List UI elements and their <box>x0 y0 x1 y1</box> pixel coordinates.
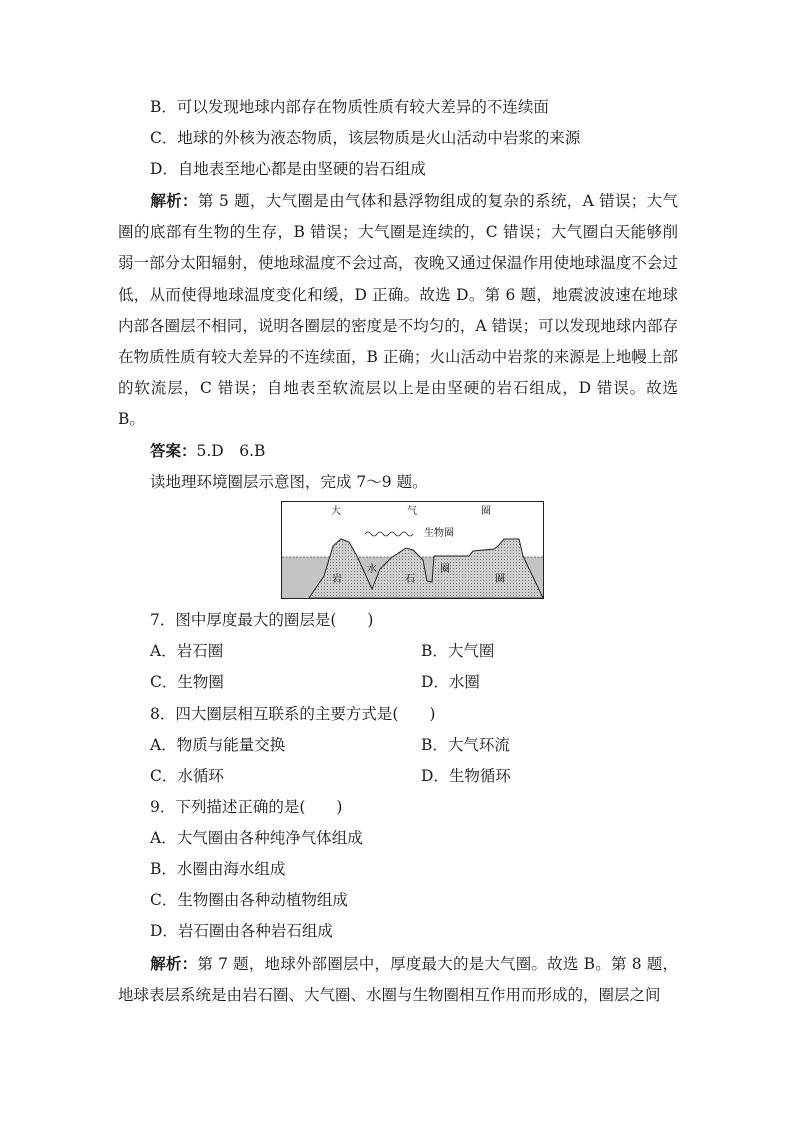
lithosphere-char-1: 岩 <box>332 574 342 585</box>
analysis-label: 解析： <box>150 191 198 210</box>
geosphere-diagram <box>281 501 544 599</box>
q8-option-a: A．物质与能量交换 <box>150 736 286 754</box>
figure-intro: 读地理环境圈层示意图，完成 7～9 题。 <box>150 473 428 491</box>
answer-text: 5.D 6.B <box>196 442 266 460</box>
q8-option-b: B．大气环流 <box>421 736 510 754</box>
q8-option-c: C．水循环 <box>150 767 224 785</box>
answer-label: 答案： <box>150 441 197 460</box>
q7-option-c: C．生物圈 <box>150 673 224 691</box>
q9-option-c: C．生物圈由各种动植物组成 <box>150 891 348 909</box>
q7-option-a: A．岩石圈 <box>150 642 224 660</box>
atmosphere-char-1: 大 <box>331 506 341 517</box>
analysis-paragraph-1 <box>118 185 678 436</box>
analysis-label-2: 解析： <box>150 954 198 973</box>
q7-option-b: B．大气圈 <box>421 642 495 660</box>
q6-option-c: C．地球的外核为液态物质，该层物质是火山活动中岩浆的来源 <box>150 129 581 147</box>
q9-option-a: A．大气圈由各种纯净气体组成 <box>150 829 363 847</box>
q8-stem: 8．四大圈层相互联系的主要方式是( ) <box>150 705 436 723</box>
lithosphere-char-4: 圈 <box>495 574 505 585</box>
q6-option-d: D．自地表至地心都是由坚硬的岩石组成 <box>150 160 426 178</box>
analysis-text-2: 第 7 题，地球外部圈层中，厚度最大的是大气圈。故选 B。第 8 题，地球表层系统是由岩石圈、大气圈、水圈与生物圈相互作用而形成的，圈层之间 <box>118 955 678 1005</box>
lithosphere-char-3: 圈 <box>440 564 450 575</box>
q8-option-d: D．生物循环 <box>421 767 511 785</box>
q7-stem: 7．图中厚度最大的圈层是( ) <box>150 611 374 629</box>
q9-option-b: B．水圈由海水组成 <box>150 860 286 878</box>
lithosphere-char-2: 石 <box>405 574 415 585</box>
q9-stem: 9．下列描述正确的是( ) <box>150 798 343 816</box>
atmosphere-char-3: 圈 <box>481 506 491 517</box>
answer-line <box>150 441 265 461</box>
biosphere-label: 生物圈 <box>424 528 454 539</box>
q7-option-d: D．水圈 <box>421 673 480 691</box>
analysis-paragraph-2 <box>118 948 678 1011</box>
q9-option-d: D．岩石圈由各种岩石组成 <box>150 922 333 940</box>
q6-option-b: B．可以发现地球内部存在物质性质有较大差异的不连续面 <box>150 98 549 116</box>
hydrosphere-char: 水 <box>367 564 377 575</box>
analysis-text: 第 5 题，大气圈是由气体和悬浮物组成的复杂的系统，A 错误；大气圈的底部有生物的生存，B 错误；大气圈是连续的，C 错误；大气圈白天能够削弱一部分太阳辐射，使地球温度不会过高，夜晚又通过保温作用使地球温度不会过低，从而使得地球温度变化和缓，D 正确。故选 D。第 6 题，地震波波速在地球内部各圈层不相同，说明各圈层的密度是不均匀的，A 错误；可以发现地球内部存在物质性质有较大差异的不连续面，B 正确；火山活动中岩浆的来源是上地幔上部的软流层，C 错误；自地表至软流层以上是由坚硬的岩石组成，D 错误。故选 B。 <box>118 192 678 429</box>
atmosphere-char-2: 气 <box>407 506 417 517</box>
